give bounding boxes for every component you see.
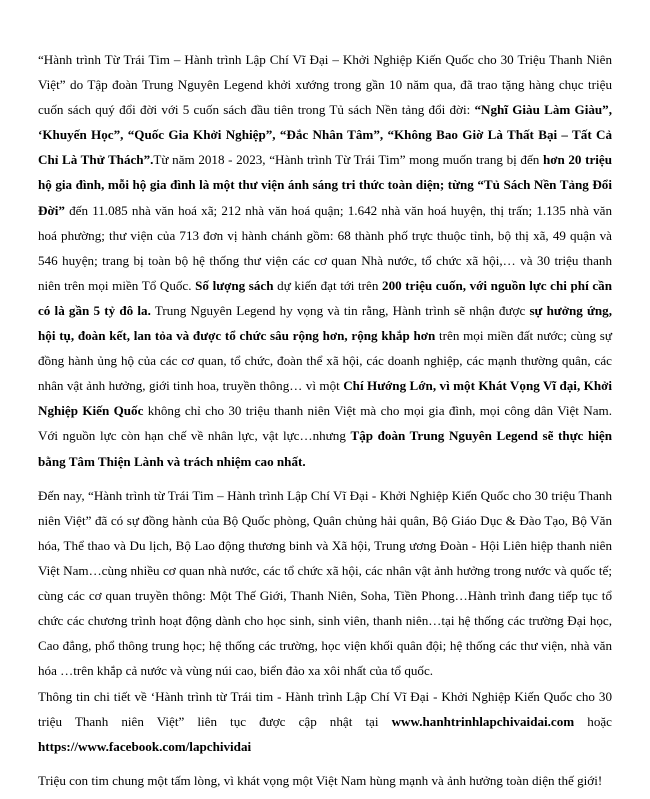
body-text: dự kiến đạt tới trên <box>273 277 383 293</box>
body-text: Từ năm 2018 - 2023, “Hành trình Từ Trái Tim” mong muốn trang bị đến <box>153 152 543 168</box>
paragraph <box>38 684 612 759</box>
external-link[interactable]: https://www.facebook.com/lapchividai <box>38 739 252 755</box>
body-text: không chỉ cho 30 triệu thanh niên Việt mà cho mọi gia đình, mọi công dân Việt Nam. Với nguồn lực còn hạn chế về nhân lực, vật lực…nhưng <box>38 403 612 444</box>
paragraph <box>38 768 612 793</box>
body-text: đến 11.085 nhà văn hoá xã; 212 nhà văn hoá quận; 1.642 nhà văn hoá huyện, thị trấn; 1.135 nhà văn hoá phường; thư viện của 713 đơn vị hành chánh gồm: 68 thành phố trực thuộc tỉnh, bộ thị xã, 49 quận và 546 huyện; trang bị toàn bộ hệ thống thư viện các cơ quan Nhà nước, tổ chức xã hội,… và 30 triệu thanh niên trên mọi miền Tổ Quốc. <box>38 202 612 293</box>
external-link[interactable]: www.hanhtrinhlapchivaidai.com <box>391 713 575 729</box>
emphasis-text: hơn 20 triệu hộ gia đình, mỗi hộ gia đình là một thư viện ánh sáng tri thức toàn diện; từng “Tủ Sách Nền Tảng Đổi Đời” <box>38 152 613 218</box>
emphasis-text: “Nghĩ Giàu Làm Giàu”, ‘Khuyến Học”, “Quốc Gia Khởi Nghiệp”, “Đắc Nhân Tâm”, “Không Bao Giờ Là Thất Bại – Tất Cả Chỉ Là Thử Thách”. <box>38 102 612 168</box>
emphasis-text: Chí Hướng Lớn, vì một Khát Vọng Vĩ đại, Khởi Nghiệp Kiến Quốc <box>38 378 612 419</box>
body-text: Đến nay, “Hành trình từ Trái Tim – Hành trình Lập Chí Vĩ Đại - Khởi Nghiệp Kiến Quốc cho 30 triệu Thanh niên Việt” đã có sự đồng hành của Bộ Quốc phòng, Quân chủng hải quân, Bộ Giáo Dục & Đào Tạo, Bộ Văn hóa, Thể thao và Du lịch, Bộ Lao động thương binh và Xã hội, Trung ương Đoàn - Hội Liên hiệp thanh niên Việt Nam…cùng nhiều cơ quan nhà nước, các tổ chức xã hội, các nhân vật ảnh hưởng trong nước và quốc tế; cùng các cơ quan truyền thông: Một Thế Giới, Thanh Niên, Soha, Tiền Phong…Hành trình đang tiếp tục tổ chức các chương trình hoạt động dành cho học sinh, sinh viên, thanh niên…tại hệ thống các trường Đại học, Cao đẳng, phổ thông trung học; hệ thống các trường, học viện khối quân đội; hệ thống các thư viện, nhà văn hóa …trên khắp cả nước và vùng núi cao, biển đảo xa xôi nhất của tổ quốc. <box>38 487 612 679</box>
paragraph <box>38 47 612 474</box>
emphasis-text: Số lượng sách <box>195 277 274 293</box>
body-text: hoặc <box>574 713 612 729</box>
emphasis-text: Tập đoàn Trung Nguyên Legend sẽ thực hiện bằng Tâm Thiện Lành và trách nhiệm cao nhất. <box>38 428 612 469</box>
body-text: trên mọi miền đất nước; cùng sự đồng hành ủng hộ của các cơ quan, tổ chức, đoàn thể xã hội, các doanh nghiệp, các mạnh thường quân, các nhân vật ảnh hưởng, giới tinh hoa, truyền thông… vì một <box>38 328 612 394</box>
body-text: Thông tin chi tiết về ‘Hành trình từ Trái tim - Hành trình Lập Chí Vĩ Đại - Khởi Nghiệp Kiến Quốc cho 30 triệu Thanh niên Việt” liên tục được cập nhật tại <box>38 688 612 729</box>
body-text: “Hành trình Từ Trái Tim – Hành trình Lập Chí Vĩ Đại – Khởi Nghiệp Kiến Quốc cho 30 Triệu Thanh Niên Việt” do Tập đoàn Trung Nguyên Legend khởi xướng trong gần 10 năm qua, đã trao tặng hàng chục triệu cuốn sách quý đổi đời với 5 cuốn sách đầu tiên trong Tủ sách Nền tảng đổi đời: <box>38 52 612 118</box>
body-text: Triệu con tim chung một tấm lòng, vì khát vọng một Việt Nam hùng mạnh và ảnh hưởng toàn diện thế giới! <box>38 773 603 789</box>
document-body <box>38 47 612 793</box>
body-text: Trung Nguyên Legend hy vọng và tin rằng, Hành trình sẽ nhận được <box>150 302 530 318</box>
paragraph <box>38 483 612 684</box>
emphasis-text: 200 triệu cuốn, với nguồn lực chi phí cần có là gần 5 tỷ đô la. <box>38 277 612 318</box>
emphasis-text: sự hưởng ứng, hội tụ, đoàn kết, lan tỏa và được tổ chức sâu rộng hơn, rộng khắp hơn <box>38 302 612 344</box>
